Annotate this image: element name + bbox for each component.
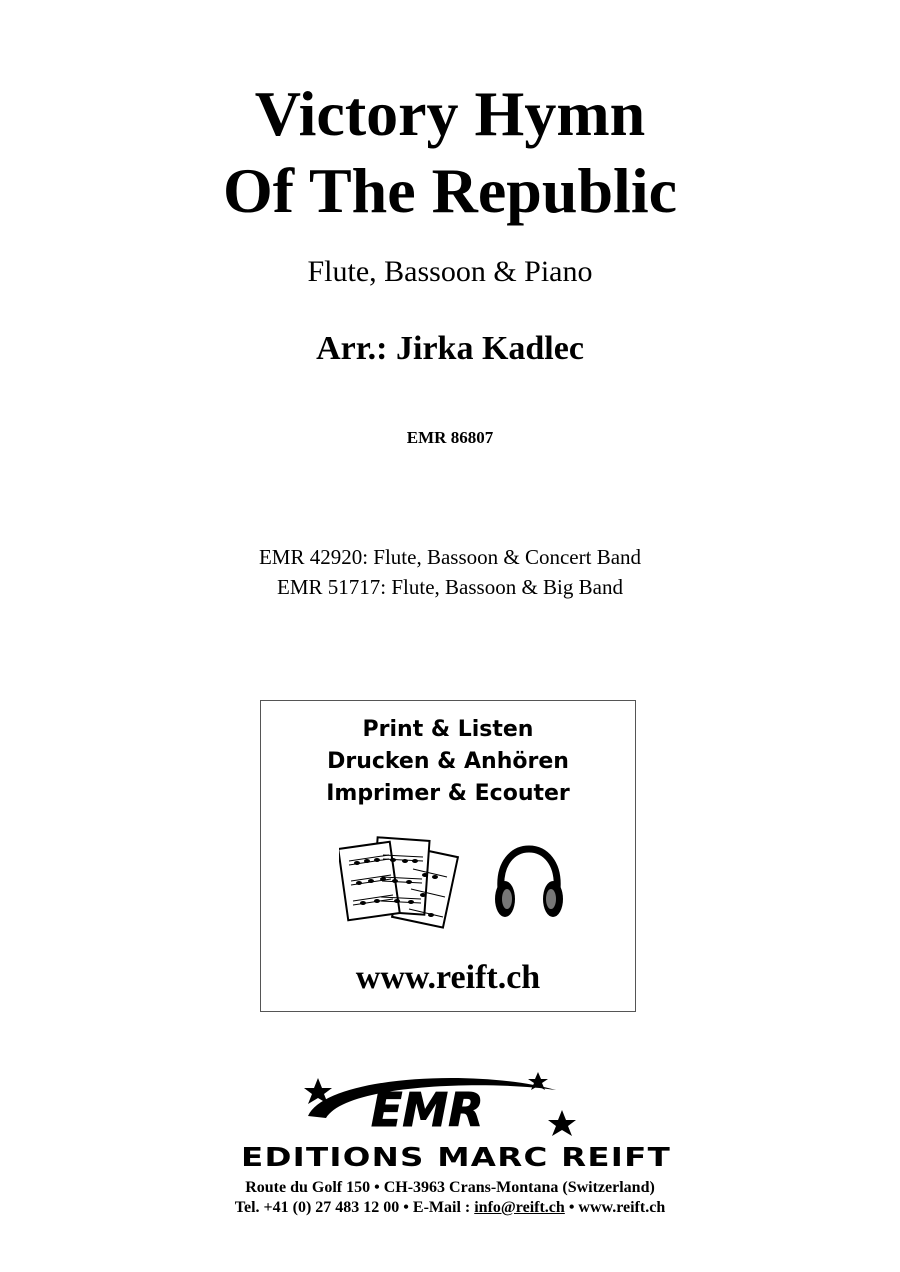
instrumentation: Flute, Bassoon & Piano: [307, 255, 593, 288]
promo-line-fr: Imprimer & Ecouter: [326, 781, 570, 806]
title-line-2: Of The Republic: [223, 155, 677, 226]
publisher-address: Route du Golf 150 • CH-3963 Crans-Montana (Switzerland): [245, 1179, 655, 1196]
catalog-number: EMR 86807: [406, 428, 494, 447]
sheet-music-icon: [339, 833, 469, 933]
logo-name: EDITIONS MARC REIFT: [241, 1143, 671, 1172]
promo-line-de: Drucken & Anhören: [327, 749, 569, 774]
logo-mark: EMR: [371, 1083, 484, 1137]
web-text: • www.reift.ch: [564, 1199, 666, 1216]
emr-logo: [236, 1068, 676, 1172]
email-link[interactable]: info@reift.ch: [474, 1199, 565, 1216]
website-url[interactable]: www.reift.ch: [355, 959, 541, 996]
headphones-icon: [493, 843, 565, 921]
related-edition-item: EMR 51717: Flute, Bassoon & Big Band: [277, 575, 623, 599]
promo-line-en: Print & Listen: [362, 717, 534, 742]
related-editions: [0, 542, 900, 602]
arranger: Arr.: Jirka Kadlec: [316, 330, 584, 367]
print-listen-box: [260, 700, 636, 1012]
related-edition-item: EMR 42920: Flute, Bassoon & Concert Band: [258, 545, 642, 569]
publisher-contact: [0, 1199, 900, 1217]
title-line-1: Victory Hymn: [254, 78, 646, 149]
phone-text: Tel. +41 (0) 27 483 12 00 • E-Mail :: [234, 1199, 475, 1216]
